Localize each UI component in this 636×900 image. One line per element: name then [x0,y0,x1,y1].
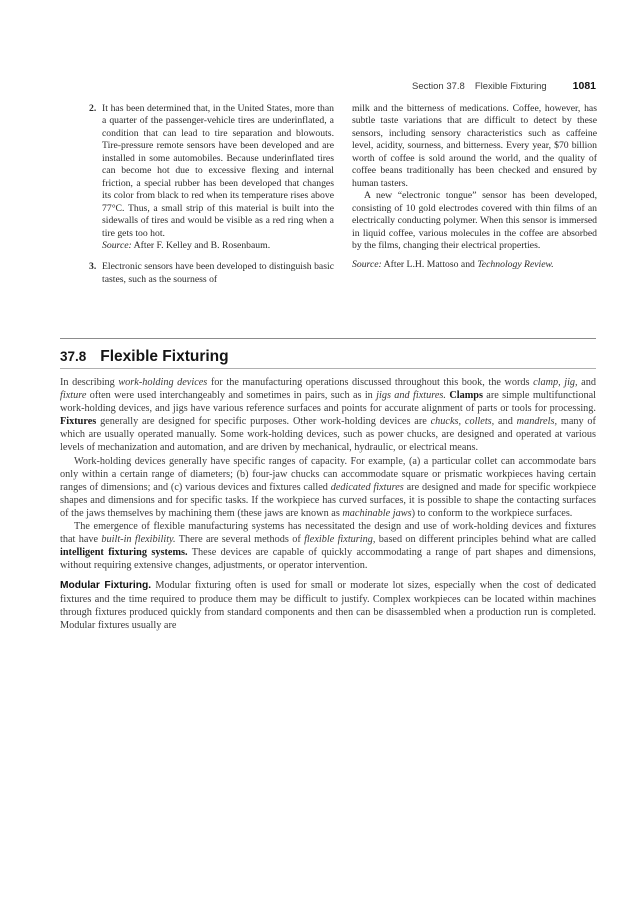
source-label: Source: [102,239,132,251]
paragraph: In describing work-holding devices for the manufacturing operations discussed throughout this book, the words clamp, jig, and fixture often were used interchangeably and sometimes in pairs, such as in jigs and fixtures. Clamps are simple multifunctional work-holding devices, and jigs have various reference surfaces and points for accurate alignment of parts or tools for processing. Fixtures generally are designed for specific purposes. Other work-holding devices are chucks, collets, and mandrels, many of which are usually operated manually. Some work-holding devices, such as power chucks, are designed and operated at various levels of mechanization and automation, and are driven by mechanical, hydraulic, or electrical means. [60,377,597,454]
section-heading [60,348,229,366]
item-text: It has been determined that, in the United States, more than a quarter of the passenger-vehicle tires are underinflated, a condition that can lead to tire separation and blowouts. Tire-pressure remote sensors have been developed and are installed in some automobiles. Because underinflated tires can become hot due to excessive flexing and internal friction, a special rubber has been developed that changes its color from black to red when its temperature rises above 77°C. Thus, a small strip of this material is built into the sidewalls of tires and would be visible as a red ring when a tire gets too hot. [102,103,334,239]
run-in-heading: Modular Fixturing. [60,580,152,592]
left-column [89,103,334,286]
header-title: Flexible Fixturing [474,81,547,92]
source-text: After L.H. Mattoso and [383,259,475,271]
list-item-2 [89,103,334,252]
source-text: After F. Kelley and B. Rosenbaum. [133,239,271,251]
list-item-3 [89,261,334,286]
paragraph: milk and the bitterness of medications. Coffee, however, has subtle taste variations that are difficult to detect by these sensors, including sensory characteristics such as caffeine level, acidity, sourness, and bitterness. Every year, $70 billion worth of coffee is sold around the world, and the quality of coffee beans traditionally has been checked and ensured by human tasters. [352,103,597,189]
source-line [352,259,597,271]
two-column-case-study [89,103,597,286]
section-body [60,376,596,632]
paragraph: The emergence of flexible manufacturing systems has necessitated the design and use of work-holding devices and fixtures that have built-in flexibility. There are several methods of flexible fixturing, based on different principles behind what are called intelligent fixturing systems. These devices are capable of quickly accommodating a range of part shapes and dimensions, without requiring extensive changes, adjustments, or operator intervention. [60,521,596,572]
right-column [352,103,597,286]
divider [60,368,596,369]
section-title: Flexible Fixturing [100,348,229,365]
page-number: 1081 [572,80,596,92]
header-section-number: Section 37.8 [412,81,465,92]
running-header [60,80,596,94]
source-publication: Technology Review. [477,259,554,271]
item-number: 3. [89,261,97,273]
source-line [102,240,334,252]
item-text: Electronic sensors have been developed to distinguish basic tastes, such as the sourness of [102,261,334,285]
divider [60,338,596,339]
paragraph: Work-holding devices generally have specific ranges of capacity. For example, (a) a particular collet can accommodate bars only within a certain range of diameters; (b) four-jaw chucks can accommodate square or prismatic workpieces having certain ranges of dimensions; and (c) various devices and fixtures called dedicated fixtures are designed and made for specific workpiece shapes and dimensions and for specific tasks. If the workpiece has curved surfaces, it is possible to shape the contacting surfaces of the jaws themselves by machining them (these jaws are known as machinable jaws) to conform to the workpiece surfaces. [60,455,596,519]
source-label: Source: [352,259,382,271]
paragraph: Modular Fixturing. Modular fixturing often is used for small or moderate lot sizes, especially when the cost of dedicated fixtures and the time required to produce them may be difficult to justify. Complex workpieces can be located within machines through fixtures produced quickly from standard components and then can be disassembled when a production run is completed. Modular fixtures usually are [60,580,596,631]
section-number: 37.8 [60,349,87,364]
item-number: 2. [89,103,97,114]
paragraph: A new “electronic tongue” sensor has been developed, consisting of 10 gold electrodes covered with thin films of an electrically conducting polymer. When this sensor is immersed in liquid coffee, various molecules in the coffee are absorbed by the films, changing their electrical properties. [352,190,597,251]
